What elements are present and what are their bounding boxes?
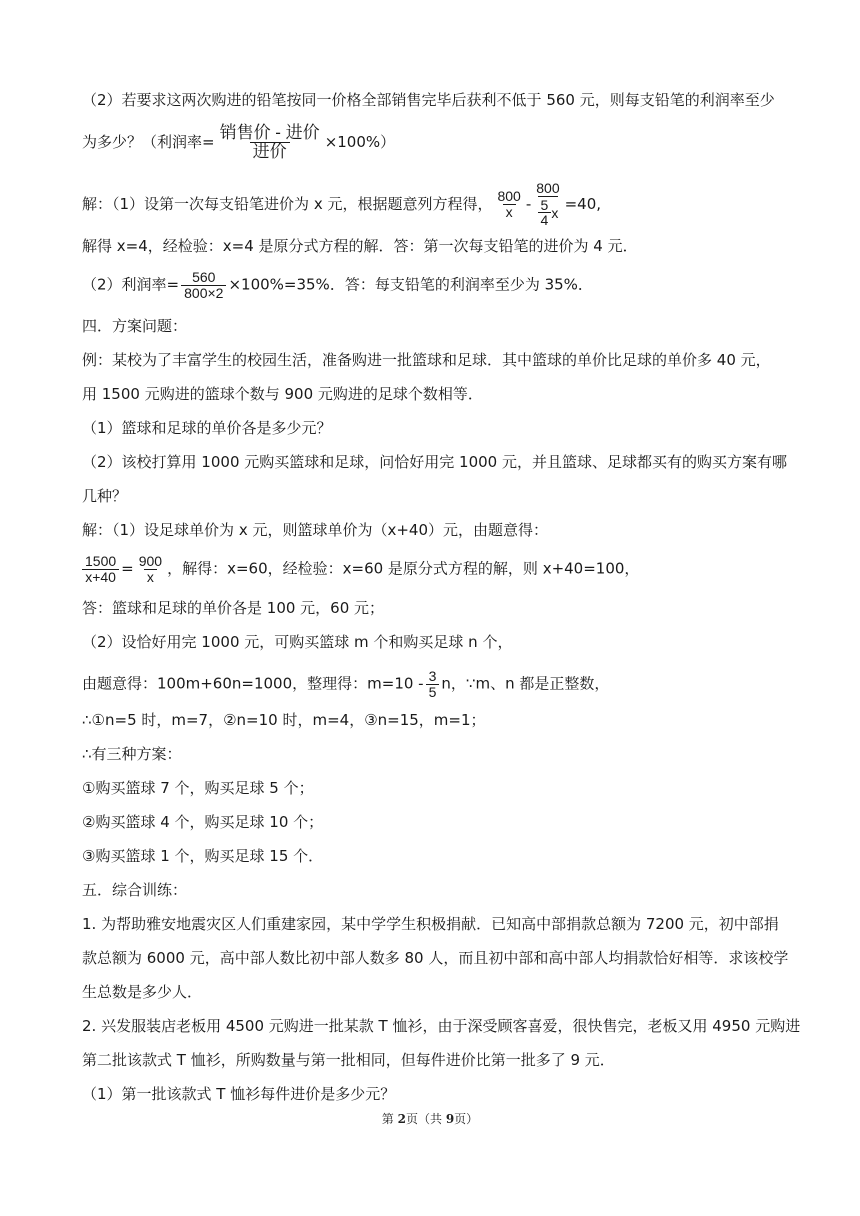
fraction-1500-over-x-plus-40: $\frac{1500}{x+40}$ (82, 554, 119, 584)
fraction-profit-rate: $\frac{\text{销售价 - 进价}}{\text{进价}}$ (219, 123, 320, 161)
text-line: 解：（1）设足球单价为 x 元，则篮球单价为（x+40）元，由题意得： (82, 521, 548, 539)
text-line: 解得 x=4，经检验：x=4 是原分式方程的解．答：第一次每支铅笔的进价为 4 元． (82, 237, 638, 255)
text-line: 生总数是多少人． (82, 983, 203, 1001)
text-line: 2. 兴发服装店老板用 4500 元购进一批某款 T 恤衫，由于深受顾客喜爱，很快售完，老板又用 4950 元购进 (82, 1017, 801, 1035)
page-footer: 第 2页（共 9页） (381, 1112, 479, 1126)
text-line: ∴有三种方案： (82, 745, 182, 763)
section-heading: 四．方案问题： (82, 317, 188, 335)
text-line: ③购买篮球 1 个，购买足球 15 个． (82, 847, 324, 865)
fraction-800-over-x: $\frac{800}{x}$ (497, 188, 521, 221)
text-line-profit-rate-result: （2）利润率= $\frac{560}{800\times 2}$ ×100%=35%．答：每支铅笔的利润率至少为 35%． (82, 269, 593, 301)
fraction-900-over-x: $\frac{900}{x}$ (138, 553, 163, 585)
text-line: （2）设恰好用完 1000 元，可购买篮球 m 个和购买足球 n 个， (82, 633, 513, 651)
fraction-3-over-5: $\frac{3}{5}$ (426, 669, 440, 699)
text-line: 用 1500 元购进的篮球个数与 900 元购进的足球个数相等． (82, 385, 483, 403)
text-line: ②购买篮球 4 个，购买足球 10 个； (82, 813, 324, 831)
text-line-equation-3: 由题意得：100m+60n=1000，整理得：m=10 - $\frac{3}{5}$ n，∵m、n 都是正整数， (82, 668, 610, 700)
text-line: 款总额为 6000 元，高中部人数比初中部人数多 80 人，而且初中部和高中部人均捐款恰好相等．求该校学 (82, 949, 789, 967)
text-line: ∴①n=5 时，m=7，②n=10 时，m=4，③n=15，m=1； (82, 711, 486, 729)
text-line-equation-2: $\frac{1500}{x+40}$ = $\frac{900}{x}$ ，解得：x=60，经检验：x=60 是原分式方程的解，则 x+40=100， (82, 554, 639, 584)
text-line: 几种？ (82, 487, 128, 505)
text-line: ①购买篮球 7 个，购买足球 5 个； (82, 779, 314, 797)
total-page-count: 9 (445, 1112, 455, 1126)
text-line: （1）篮球和足球的单价各是多少元？ (82, 419, 332, 437)
text-line-equation-1: 解：（1）设第一次每支铅笔进价为 x 元，根据题意列方程得， $\frac{800}{x}$ - 800 $\frac{5}{4}$ x =40, (82, 180, 602, 229)
current-page-number: 2 (397, 1112, 406, 1126)
text-line: 第二批该款式 T 恤衫，所购数量与第一批相同，但每件进价比第一批多了 9 元． (82, 1051, 615, 1069)
text-line-profit-rate-definition: 为多少？（利润率= $\frac{\text{销售价 - 进价}}{\text{进价}}$ ×100%） (82, 123, 396, 161)
section-heading: 五．综合训练： (82, 881, 188, 899)
text-line: （1）第一批该款式 T 恤衫每件进价是多少元？ (82, 1085, 396, 1103)
text-line: （2）该校打算用 1000 元购买篮球和足球，问恰好用完 1000 元，并且篮球、足球都买有的购买方案有哪 (82, 453, 787, 471)
text-line: 1. 为帮助雅安地震灾区人们重建家园，某中学学生积极捐献．已知高中部捐款总额为 7200 元，初中部捐 (82, 915, 779, 933)
fraction-560-over-800x2: $\frac{560}{800\times 2}$ (181, 270, 226, 300)
text-line: （2）若要求这两次购进的铅笔按同一价格全部销售完毕后获利不低于 560 元，则每支铅笔的利润率至少 (82, 91, 775, 109)
text-line: 例：某校为了丰富学生的校园生活，准备购进一批篮球和足球．其中篮球的单价比足球的单价多 40 元， (82, 351, 771, 369)
fraction-800-over-five-quarters-x: 800 $\frac{5}{4}$ x (536, 180, 560, 229)
text-line: 答：篮球和足球的单价各是 100 元，60 元； (82, 599, 385, 617)
